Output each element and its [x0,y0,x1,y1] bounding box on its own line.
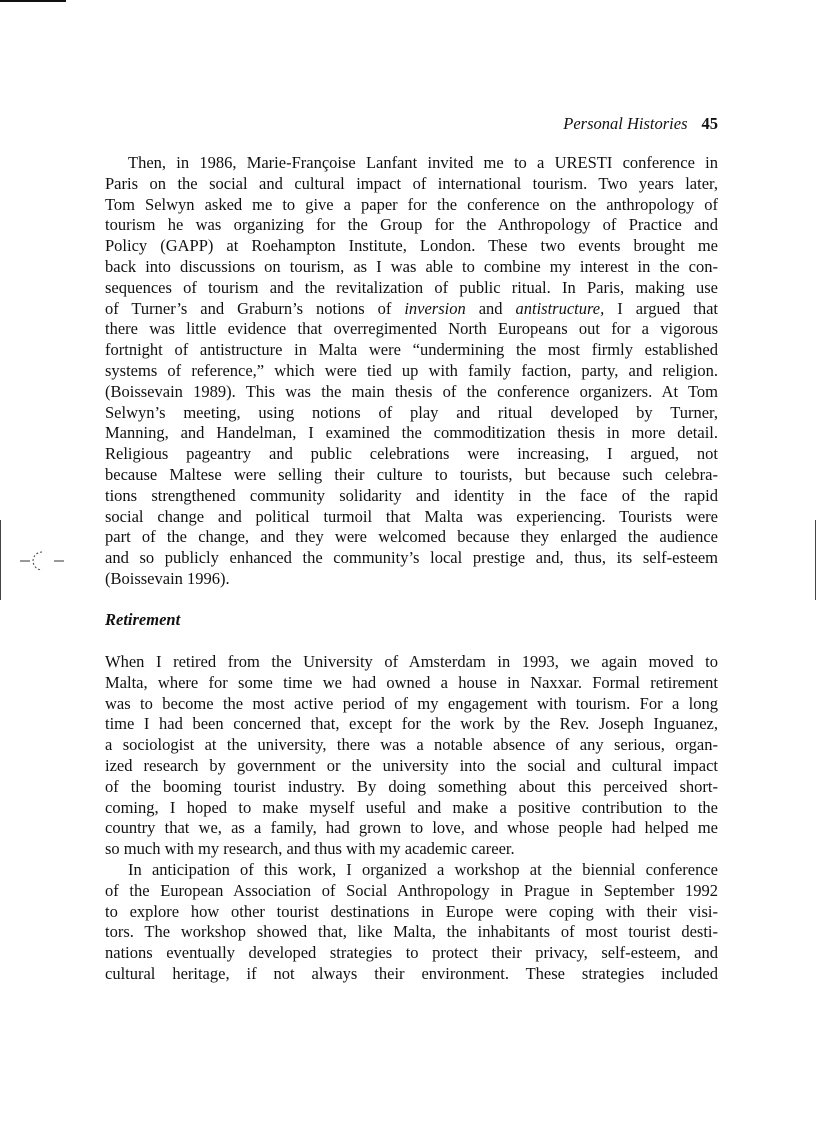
text-line: (Boissevain 1989). This was the main thesis of the conference organizers. At Tom [105,381,718,401]
text-line: Manning, and Handelman, I examined the commoditization thesis in more detail. [105,423,718,443]
text-line: Religious pageantry and public celebrations were increasing, I argued, not [105,444,718,464]
paragraph-1 [105,153,718,590]
running-header [563,114,718,134]
paragraph-2 [105,652,718,860]
text-line: part of the change, and they were welcomed because they enlarged the audience [105,527,718,547]
text-line: back into discussions on tourism, as I was able to combine my interest in the con- [105,256,718,276]
text-line: tions strengthened community solidarity and identity in the face of the rapid [105,485,718,505]
text-line: coming, I hoped to make myself useful and make a positive contribution to the [105,797,718,817]
text-line: of the European Association of Social Anthropology in Prague in September 1992 [105,880,718,900]
text-line: social change and political turmoil that Malta was experiencing. Tourists were [105,506,718,526]
text-line: Paris on the social and cultural impact of international tourism. Two years later, [105,173,718,193]
text-run: of Turner’s and Graburn’s notions of [105,298,405,318]
text-line: Then, in 1986, Marie-Françoise Lanfant invited me to a URESTI conference in [128,153,718,172]
text-line: Policy (GAPP) at Roehampton Institute, London. These two events brought me [105,236,718,256]
page-number: 45 [701,114,718,133]
text-line-mixed [105,299,718,320]
text-line: nations eventually developed strategies to protect their privacy, self-esteem, and [105,943,718,963]
text-line: (Boissevain 1996). [105,568,230,588]
emphasis-antistructure: antistructure, [515,298,605,318]
text-run: and [465,298,516,318]
text-line: country that we, as a family, had grown to love, and whose people had helped me [105,818,718,838]
text-line: tourism he was organizing for the Group for the Anthropology of Practice and [105,215,718,235]
text-line: a sociologist at the university, there was a notable absence of any serious, organ- [105,735,718,755]
text-line: cultural heritage, if not always their environment. These strategies included [105,963,718,983]
text-line: When I retired from the University of Amsterdam in 1993, we again moved to [105,652,718,671]
text-line: to explore how other tourist destinations in Europe were coping with their visi- [105,901,718,921]
text-line: so much with my research, and thus with my academic career. [105,839,515,859]
text-line: was to become the most active period of my engagement with tourism. For a long [105,693,718,713]
text-line: Tom Selwyn asked me to give a paper for the conference on the anthropology of [105,194,718,214]
text-line: there was little evidence that overregimented North Europeans out for a vigorous [105,319,718,339]
emphasis-inversion: inversion [404,298,466,318]
text-line: Malta, where for some time we had owned a house in Naxxar. Formal retirement [105,672,718,692]
text-line: In anticipation of this work, I organized a workshop at the biennial conference [128,860,718,879]
text-line: systems of reference,” which were tied up with family faction, party, and religion. [105,360,718,380]
text-line: and so publicly enhanced the community’s local prestige and, thus, its self-esteem [105,548,718,568]
text-line: Selwyn’s meeting, using notions of play and ritual developed by Turner, [105,402,718,422]
registration-mark-icon [20,549,70,573]
paragraph-3 [105,860,718,985]
text-line: of the booming tourist industry. By doing something about this perceived short- [105,776,718,796]
section-heading: Retirement [105,610,181,629]
crop-mark-top [0,0,66,2]
text-line: ized research by government or the university into the social and cultural impact [105,755,718,775]
text-line: fortnight of antistructure in Malta were “undermining the most firmly established [105,340,718,360]
text-line: sequences of tourism and the revitalization of public ritual. In Paris, making use [105,277,718,297]
running-title: Personal Histories [563,114,688,133]
text-line: because Maltese were selling their culture to tourists, but because such celebra- [105,464,718,484]
text-line: tors. The workshop showed that, like Malta, the inhabitants of most tourist desti- [105,922,718,942]
text-line: time I had been concerned that, except for the work by the Rev. Joseph Inguanez, [105,714,718,734]
text-run: I argued that [604,298,718,318]
crop-mark-left [0,520,1,600]
